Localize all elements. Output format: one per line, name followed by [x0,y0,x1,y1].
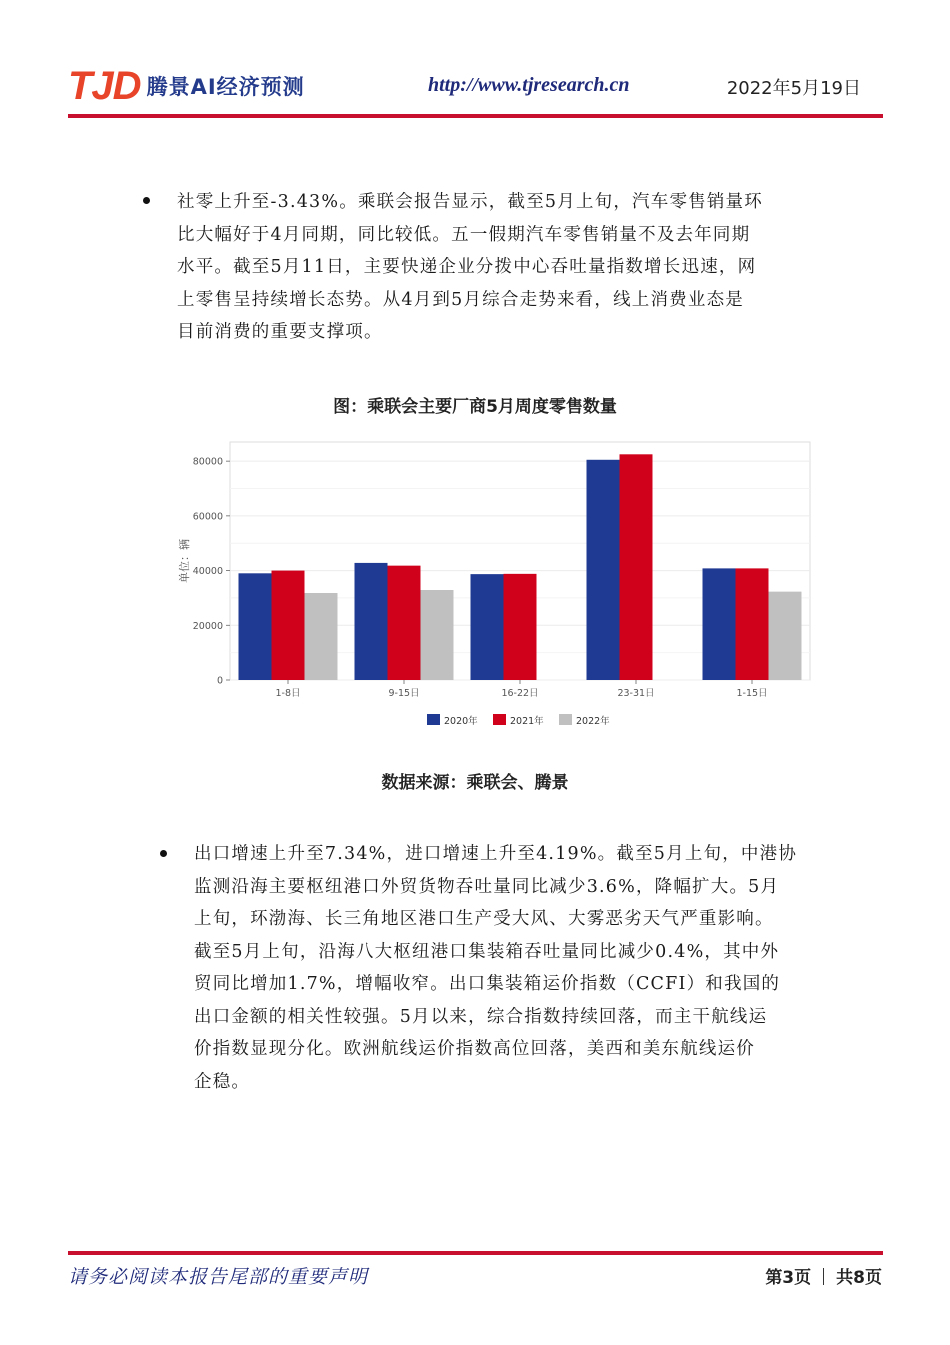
bullet-icon [143,197,150,204]
y-tick-label: 40000 [192,566,223,578]
text-line: 出口金额的相关性较强。5月以来，综合指数持续回落，而主干航线运 [194,1006,768,1027]
text-line: 出口增速上升至7.34%，进口增速上升至4.19%。截至5月上旬，中港协 [194,844,798,864]
legend-swatch [493,714,506,725]
x-tick-label: 23-31日 [617,688,655,699]
total-pages: 共8页 [836,1268,882,1288]
x-tick-label: 1-15日 [736,688,768,699]
bullet-icon [160,850,167,857]
legend-swatch [427,714,440,725]
footer-rule [68,1251,883,1255]
legend-label: 2022年 [576,716,610,727]
logo [68,66,305,106]
text-line: 社零上升至-3.43%。乘联会报告显示，截至5月上旬，汽车零售销量环 [177,192,763,212]
legend-label: 2021年 [510,716,544,727]
logo-text: 腾景AI经济预测 [146,75,305,99]
bar-2020年-23-31日 [587,460,620,680]
bar-2021年-16-22日 [504,574,537,680]
text-line: 比大幅好于4月同期，同比较低。五一假期汽车零售销量不及去年同期 [177,224,751,245]
paragraph-trade [194,838,832,1098]
text-line: 上旬，环渤海、长三角地区港口生产受大风、大雾恶劣天气严重影响。 [194,909,774,929]
bar-2022年-9-15日 [421,590,454,680]
x-tick-label: 16-22日 [501,688,539,699]
bar-2020年-1-8日 [239,573,272,680]
legend-swatch [559,714,572,725]
header-rule [68,114,883,118]
bar-2020年-1-15日 [703,568,736,680]
figure-source: 数据来源：乘联会、腾景 [381,773,569,793]
text-line: 水平。截至5月11日，主要快递企业分拨中心吞吐量指数增长迅速，网 [177,257,757,277]
bar-2022年-1-8日 [305,593,338,680]
page-header [68,62,883,110]
x-tick-label: 1-8日 [275,688,301,699]
website-link[interactable]: http://www.tjresearch.cn [428,74,630,96]
report-date: 2022年5月19日 [726,78,861,99]
page-number [765,1263,882,1288]
bar-2021年-9-15日 [388,566,421,680]
bar-2022年-1-15日 [769,592,802,680]
bar-2021年-1-8日 [272,571,305,680]
text-line: 截至5月上旬，沿海八大枢纽港口集装箱吞吐量同比减少0.4%，其中外 [194,941,780,962]
y-tick-label: 80000 [192,456,223,468]
y-tick-label: 60000 [192,511,223,523]
bar-2020年-16-22日 [471,574,504,680]
paragraph-retail [177,186,817,349]
text-line: 贸同比增加1.7%，增幅收窄。出口集装箱运价指数（CCFI）和我国的 [194,974,781,994]
text-line: 目前消费的重要支撑项。 [177,322,383,342]
y-tick-label: 0 [216,675,223,687]
y-tick-label: 20000 [192,620,223,632]
legend-label: 2020年 [444,716,478,727]
logo-mark: TJD [68,64,141,108]
current-page: 第3页 [765,1268,812,1288]
page-separator [823,1268,824,1285]
bar-chart [170,436,815,736]
x-tick-label: 9-15日 [388,688,420,699]
text-line: 监测沿海主要枢纽港口外贸货物吞吐量同比减少3.6%，降幅扩大。5月 [194,876,780,897]
text-line: 价指数显现分化。欧洲航线运价指数高位回落，美西和美东航线运价 [194,1039,755,1059]
bar-2020年-9-15日 [355,563,388,680]
bar-2021年-23-31日 [620,454,653,680]
figure-title: 图：乘联会主要厂商5月周度零售数量 [333,397,617,417]
footer-notice: 请务必阅读本报告尾部的重要声明 [68,1266,369,1288]
text-line: 企稳。 [194,1071,251,1092]
y-axis-label: 单位：辆 [178,539,191,583]
text-line: 上零售呈持续增长态势。从4月到5月综合走势来看，线上消费业态是 [177,289,744,310]
bar-2021年-1-15日 [736,568,769,680]
